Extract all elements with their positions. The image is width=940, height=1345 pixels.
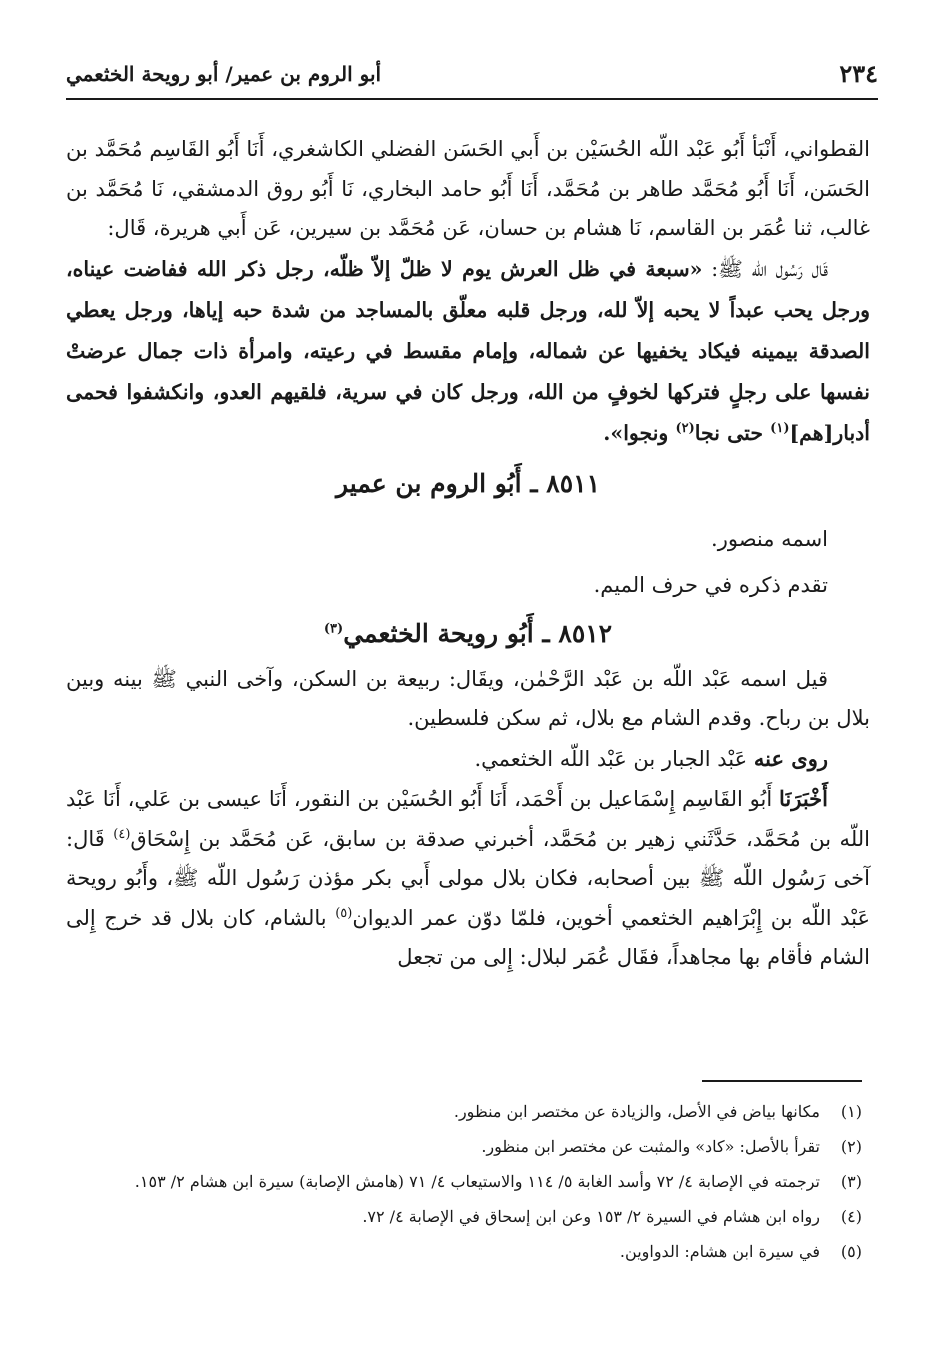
narrator-text: عَبْد الجبار بن عَبْد اللّه الخثعمي. xyxy=(474,746,754,771)
narrator-paragraph xyxy=(66,739,870,780)
footnote-ref-4[interactable]: (٤) xyxy=(113,826,131,842)
footnote-number: (٣) xyxy=(840,1172,862,1191)
footnote-2 xyxy=(66,1129,862,1164)
footnote-number: (٥) xyxy=(840,1242,862,1261)
entry-8511-line-1: اسمه منصور. xyxy=(711,526,828,551)
footnote-number: (١) xyxy=(840,1102,862,1121)
footnote-5 xyxy=(66,1234,862,1269)
footnote-ref-1[interactable]: (١) xyxy=(770,420,790,436)
hadith-intro: قَال رَسُول اللّه ﷺ: xyxy=(702,256,828,281)
akhbarana-label: أَخْبَرَنَا xyxy=(779,786,828,811)
footnote-ref-2[interactable]: (٢) xyxy=(675,420,695,436)
entry-8511-line-2: تقدم ذكره في حرف الميم. xyxy=(593,572,828,597)
footnote-text: في سيرة ابن هشام: الدواوين. xyxy=(619,1242,820,1261)
bio-paragraph: قيل اسمه عَبْد اللّه بن عَبْد الرَّحْمٰن، ويقَال: ربيعة بن السكن، وآخى النبي ﷺ بينه وبين بلال بن رباح. وقدم الشام مع بلال، ثم سكن فلسطين. xyxy=(66,666,870,730)
hadith-end: ونجوا». xyxy=(603,420,676,445)
running-title: أبو الروم بن عمير/ أبو رويحة الخثعمي xyxy=(66,62,382,86)
entry-title-8512-text: ٨٥١٢ ـ أَبُو رويحة الخثعمي xyxy=(343,618,613,648)
footnotes xyxy=(66,1094,862,1269)
hadith-paragraph xyxy=(66,249,870,454)
isnad-text-a: أَبُو القَاسِم إِسْمَاعيل بن أَحْمَد، أَنَا أَبُو الحُسَيْن بن النقور، أَنَا عيسى بن عَلي، أَنَا عَبْد اللّه بن مُحَمَّد، حَدَّثَني زهير بن مُحَمَّد، أخبرني صدقة بن سابق، عَن مُحَمَّد بن إِسْحَاق xyxy=(66,787,870,851)
footnote-text: تقرأ بالأصل: «كاد» والمثبت عن مختصر ابن منظور. xyxy=(481,1137,820,1156)
isnad-text-b: قَال: آخى رَسُول اللّه ﷺ بين أصحابه، فكان بلال مولى أَبي بكر مؤذن رَسُول اللّه ﷺ، وأَبُو رويحة عَبْد اللّه بن إِبْرَاهيم الخثعمي أخوين، فلمّا دوّن عمر الديوان xyxy=(66,826,871,930)
footnote-divider xyxy=(702,1080,862,1082)
entry-title-8512 xyxy=(66,614,870,654)
footnote-text: ترجمته في الإصابة ٤/ ٧٢ وأسد الغابة ٥/ ١١٤ والاستيعاب ٤/ ٧١ (هامش الإصابة) سيرة ابن هشام ٢/ ١٥٣. xyxy=(134,1172,820,1191)
footnote-number: (٢) xyxy=(840,1137,862,1156)
footnote-text: رواه ابن هشام في السيرة ٢/ ١٥٣ وعن ابن إسحاق في الإصابة ٤/ ٧٢. xyxy=(362,1207,820,1226)
header-divider xyxy=(66,98,878,100)
footnote-3 xyxy=(66,1164,862,1199)
footnote-number: (٤) xyxy=(840,1207,862,1226)
isnad-paragraph-1: القطواني، أَنْبَأ أَبُو عَبْد اللّه الحُسَيْن بن أَبي الحَسَن الفضلي الكاشغري، أَنَا أَبُو القَاسِم مُحَمَّد بن الحَسَن، أَنَا أَبُو مُحَمَّد طاهر بن مُحَمَّد، أَنَا أَبُو حامد البخاري، نَا أَبُو روق الدمشقي، نَا مُحَمَّد بن غالب، ثنا عُمَر بن القاسم، نَا هشام بن حسان، عَن مُحَمَّد بن سيرين، عَن أَبي هريرة، قَال: xyxy=(66,137,870,240)
hadith-text: «سبعة في ظل العرش يوم لا ظلّ إلاّ ظلّه، رجل ذكر الله ففاضت عيناه، ورجل يحب عبداً لا يحبه إلاّ لله، ورجل قلبه معلّق بالمساجد من شدة حبه إياها، ورجل يعطي الصدقة بيمينه فيكاد يخفيها عن شماله، وإمام مقسط في رعيته، وامرأة ذات جمال عرضتْ نفسها على رجلٍ فتركها لخوفٍ من الله، ورجل كان في سرية، فلقيهم العدو، وانكشفوا فحمى أدبار[هم] xyxy=(66,256,870,445)
footnote-text: مكانها بياض في الأصل، والزيادة عن مختصر ابن منظور. xyxy=(453,1102,820,1121)
narrator-label: روى عنه xyxy=(753,745,828,771)
page-number: ٢٣٤ xyxy=(839,59,878,88)
footnote-ref-5[interactable]: (٥) xyxy=(335,905,353,921)
footnote-ref-3[interactable]: (٣) xyxy=(323,621,344,637)
footnote-4 xyxy=(66,1199,862,1234)
entry-title-8511: ٨٥١١ ـ أَبُو الروم بن عمير xyxy=(336,468,600,498)
isnad-paragraph-2 xyxy=(66,779,870,978)
hadith-mid: حتى نجا xyxy=(694,420,771,445)
footnote-1 xyxy=(66,1094,862,1129)
main-text xyxy=(66,130,870,978)
isnad-text-c: بالشام، كان بلال قد خرج إِلى الشام فأقام بها مجاهداً، فقَال عُمَر لبلال: إِلى من تجعل xyxy=(66,905,870,969)
